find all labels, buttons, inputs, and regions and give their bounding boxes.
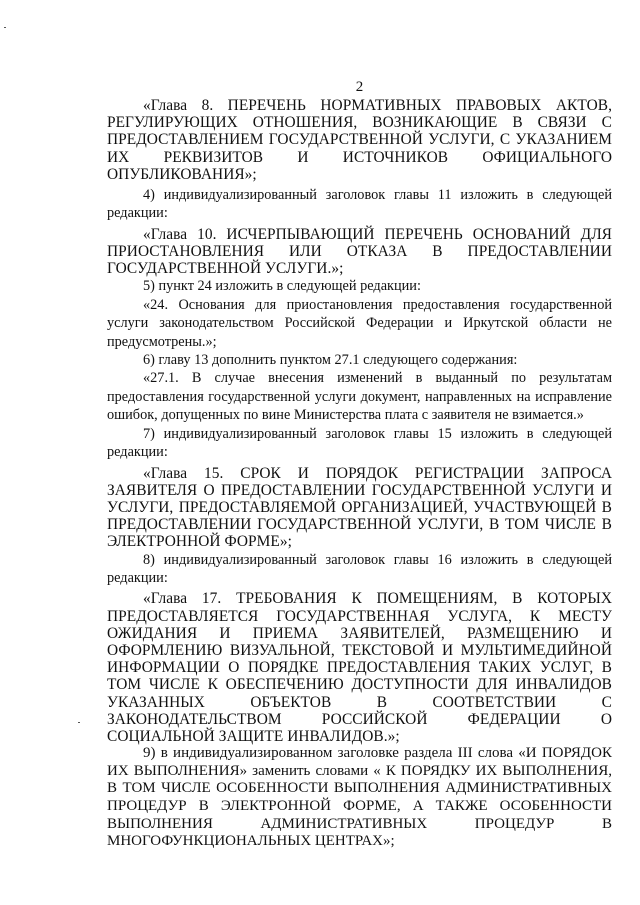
scan-mark-top [4,27,6,28]
paragraph-clause-27-1: «27.1. В случае внесения изменений в выданный по результатам предоставления государственной услуги документ, направленных на исправление ошибок, допущенных по вине Министерства плата с заявителя не взимается.» [107,370,612,424]
paragraph-chapter-15-title: «Глава 15. СРОК И ПОРЯДОК РЕГИСТРАЦИИ ЗАПРОСА ЗАЯВИТЕЛЯ О ПРЕДОСТАВЛЕНИИ ГОСУДАРСТВЕННОЙ УСЛУГИ И УСЛУГИ, ПРЕДОСТАВЛЯЕМОЙ ОРГАНИЗАЦИЕЙ, УЧАСТВУЮЩЕЙ В ПРЕДОСТАВЛЕНИИ ГОСУДАРСТВЕННОЙ УСЛУГИ, В ТОМ ЧИСЛЕ В ЭЛЕКТРОННОЙ ФОРМЕ»; [107,464,612,551]
paragraph-clause-24: «24. Основания для приостановления предоставления государственной услуги законодательством Российской Федерации и Иркутской области не предусмотрены.»; [107,296,612,350]
scan-mark-bottom [78,722,80,723]
paragraph-item-8: 8) индивидуализированный заголовок главы 16 изложить в следующей редакции: [107,551,612,586]
paragraph-item-4: 4) индивидуализированный заголовок главы 11 изложить в следующей редакции: [107,187,612,222]
paragraph-item-6: 6) главу 13 дополнить пунктом 27.1 следующего содержания: [143,352,518,369]
document-page [107,78,612,851]
paragraph-item-9: 9) в индивидуализированном заголовке раздела III слова «И ПОРЯДОК ИХ ВЫПОЛНЕНИЯ» заменить словами « К ПОРЯДКУ ИХ ВЫПОЛНЕНИЯ, В ТОМ ЧИСЛЕ ОСОБЕННОСТИ ВЫПОЛНЕНИЯ АДМИНИСТРАТИВНЫХ ПРОЦЕДУР В ЭЛЕКТРОННОЙ ФОРМЕ, А ТАКЖЕ ОСОБЕННОСТИ ВЫПОЛНЕНИЯ АДМИНИСТРАТИВНЫХ ПРОЦЕДУР В МНОГОФУНКЦИОНАЛЬНЫХ ЦЕНТРАХ»; [107,745,612,850]
paragraph-chapter-17-title: «Глава 17. ТРЕБОВАНИЯ К ПОМЕЩЕНИЯМ, В КОТОРЫХ ПРЕДОСТАВЛЯЕТСЯ ГОСУДАРСТВЕННАЯ УСЛУГА, К МЕСТУ ОЖИДАНИЯ И ПРИЕМА ЗАЯВИТЕЛЕЙ, РАЗМЕЩЕНИЮ И ОФОРМЛЕНИЮ ВИЗУАЛЬНОЙ, ТЕКСТОВОЙ И МУЛЬТИМЕДИЙНОЙ ИНФОРМАЦИИ О ПОРЯДКЕ ПРЕДОСТАВЛЕНИЯ ТАКИХ УСЛУГ, В ТОМ ЧИСЛЕ К ОБЕСПЕЧЕНИЮ ДОСТУПНОСТИ ДЛЯ ИНВАЛИДОВ УКАЗАННЫХ ОБЪЕКТОВ В СООТВЕТСТВИИ С ЗАКОНОДАТЕЛЬСТВОМ РОССИЙСКОЙ ФЕДЕРАЦИИ О СОЦИАЛЬНОЙ ЗАЩИТЕ ИНВАЛИДОВ.»; [107,590,612,745]
page-number: 2 [355,79,364,95]
paragraph-item-7: 7) индивидуализированный заголовок главы 15 изложить в следующей редакции: [107,425,612,461]
paragraph-item-5: 5) пункт 24 изложить в следующей редакции: [143,278,421,295]
paragraph-chapter-10-title: «Глава 10. ИСЧЕРПЫВАЮЩИЙ ПЕРЕЧЕНЬ ОСНОВАНИЙ ДЛЯ ПРИОСТАНОВЛЕНИЯ ИЛИ ОТКАЗА В ПРЕДОСТАВЛЕНИИ ГОСУДАРСТВЕННОЙ УСЛУГИ.»; [107,225,612,278]
paragraph-chapter-8-title: «Глава 8. ПЕРЕЧЕНЬ НОРМАТИВНЫХ ПРАВОВЫХ АКТОВ, РЕГУЛИРУЮЩИХ ОТНОШЕНИЯ, ВОЗНИКАЮЩИЕ В СВЯЗИ С ПРЕДОСТАВЛЕНИЕМ ГОСУДАРСТВЕННОЙ УСЛУГИ, С УКАЗАНИЕМ ИХ РЕКВИЗИТОВ И ИСТОЧНИКОВ ОФИЦИАЛЬНОГО ОПУБЛИКОВАНИЯ»; [107,97,612,183]
